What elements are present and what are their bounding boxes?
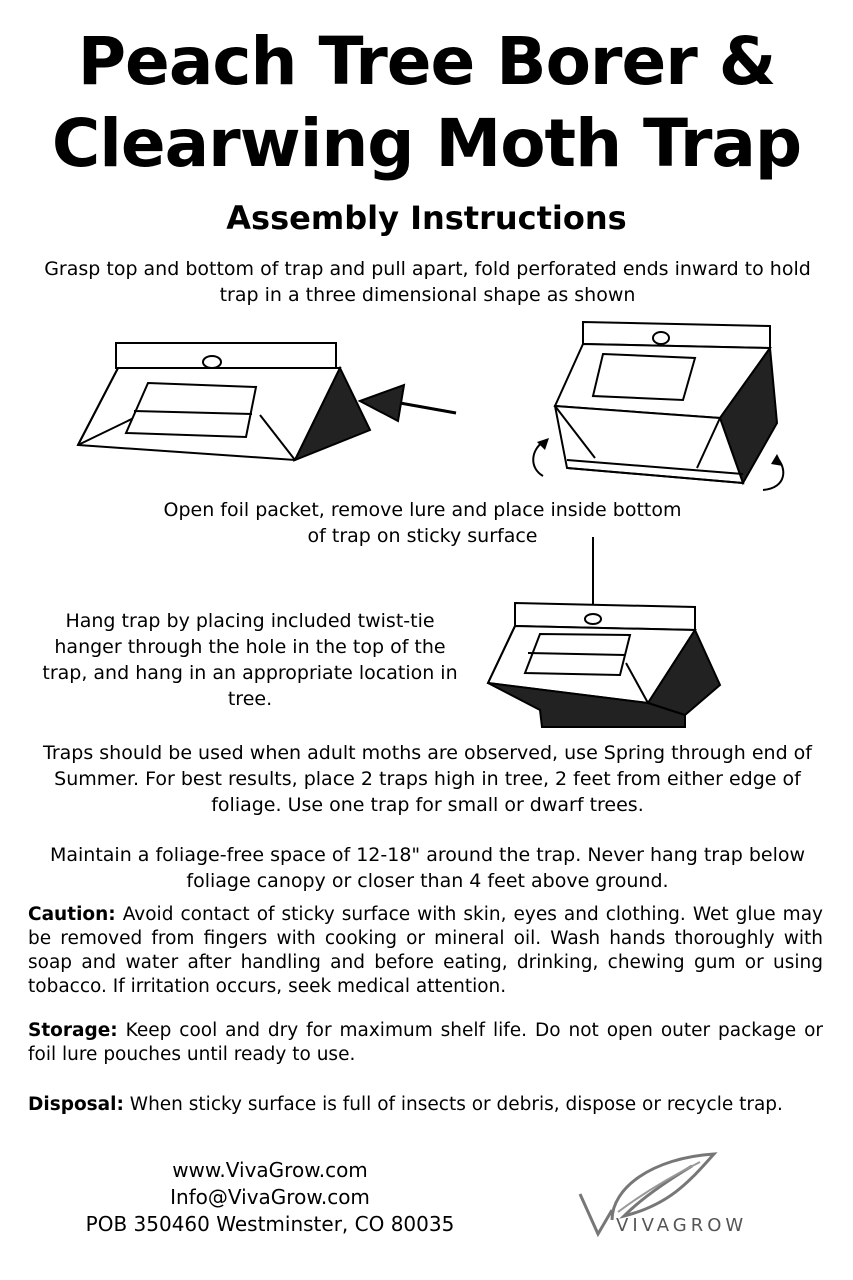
flat-trap-illustration bbox=[70, 335, 470, 470]
footer-email[interactable]: Info@VivaGrow.com bbox=[170, 1185, 370, 1209]
caution-notice bbox=[28, 903, 823, 999]
storage-notice bbox=[28, 1019, 823, 1067]
storage-text: Keep cool and dry for maximum shelf life. Do not open outer package or foil lure pouches until ready to use. bbox=[28, 1020, 823, 1065]
step2-line2: of trap on sticky surface bbox=[307, 525, 538, 547]
hanging-trap-illustration bbox=[480, 535, 730, 730]
disposal-notice bbox=[28, 1093, 823, 1117]
subtitle: Assembly Instructions bbox=[226, 199, 627, 237]
usage-timing: Traps should be used when adult moths are observed, use Spring through end of Summer. For best results, place 2 traps high in tree, 2 feet from either edge of foliage. Use one trap for small or dwarf trees. bbox=[43, 742, 812, 816]
usage-spacing: Maintain a foliage-free space of 12-18" around the trap. Never hang trap below foliage canopy or closer than 4 feet above ground. bbox=[49, 844, 806, 892]
footer-website[interactable]: www.VivaGrow.com bbox=[172, 1158, 368, 1182]
step3-text: Hang trap by placing included twist-tie hanger through the hole in the top of the trap, and hang in an appropriate location in tree. bbox=[42, 610, 458, 710]
storage-label: Storage: bbox=[28, 1020, 118, 1041]
disposal-label: Disposal: bbox=[28, 1094, 124, 1115]
caution-label: Caution: bbox=[28, 904, 116, 925]
brand-name: VIVAGROW bbox=[616, 1215, 748, 1236]
folded-trap-illustration bbox=[525, 318, 790, 498]
disposal-text: When sticky surface is full of insects or debris, dispose or recycle trap. bbox=[123, 1094, 783, 1115]
title-line-2: Clearwing Moth Trap bbox=[51, 105, 802, 182]
caution-text: Avoid contact of sticky surface with skin, eyes and clothing. Wet glue may be removed from fingers with cooking or mineral oil. Wash hands thoroughly with soap and water after handling and before eating, drinking, chewing gum or using tobacco. If irritation occurs, seek medical attention. bbox=[28, 904, 823, 997]
title-line-1: Peach Tree Borer & bbox=[77, 23, 776, 100]
step2-line1: Open foil packet, remove lure and place inside bottom bbox=[163, 499, 682, 521]
footer-address: POB 350460 Westminster, CO 80035 bbox=[85, 1212, 455, 1236]
step1-text: Grasp top and bottom of trap and pull apart, fold perforated ends inward to hold trap in a three dimensional shape as shown bbox=[44, 258, 811, 306]
